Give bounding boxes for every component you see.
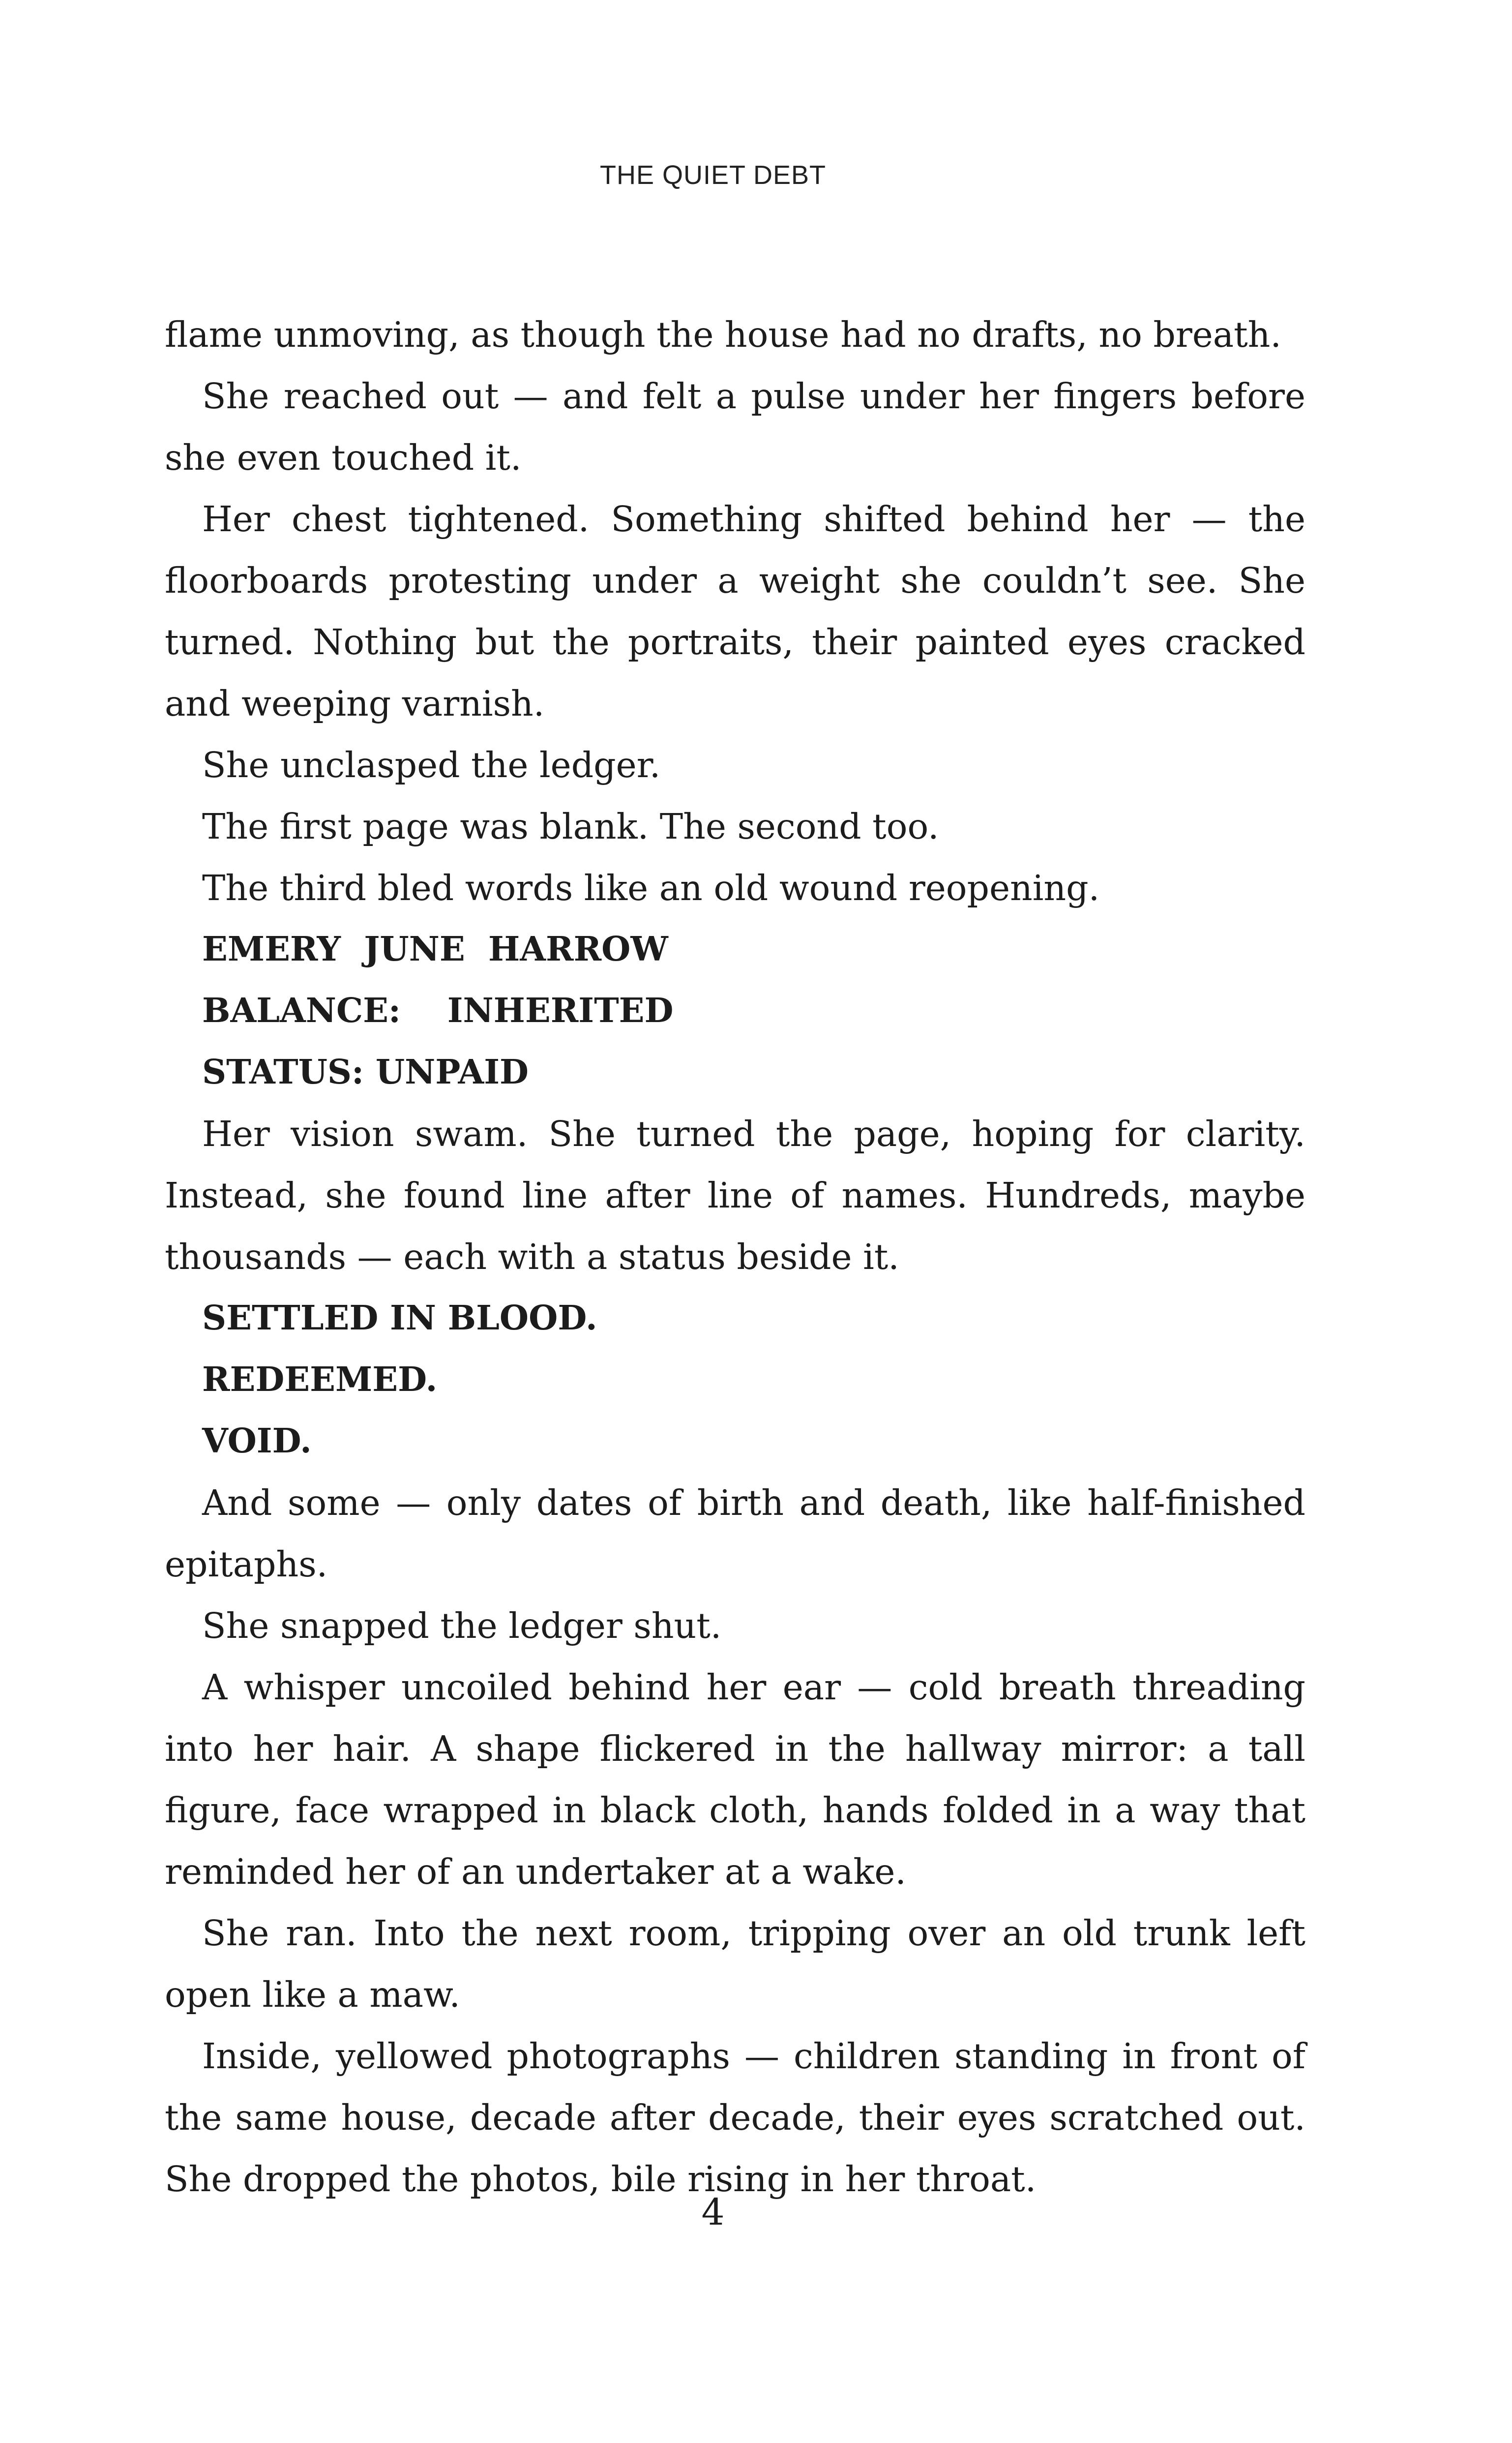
ledger-entry-status: STATUS: UNPAID <box>202 1053 529 1092</box>
paragraph: Her vision swam. She turned the page, hoping for clarity. Instead, she found line after line of names. Hundreds, maybe thousands — each with a status beside it. <box>165 1114 1305 1277</box>
paragraph: She reached out — and felt a pulse under her fingers before she even touched it. <box>165 376 1305 478</box>
ledger-status-redeemed: REDEEMED. <box>202 1360 438 1399</box>
paragraph-continuation: flame unmoving, as though the house had no drafts, no breath. <box>165 314 1281 355</box>
paragraph: She unclasped the ledger. <box>202 745 661 785</box>
ledger-entry-name: EMERY JUNE HARROW <box>202 930 668 969</box>
ledger-status-void: VOID. <box>202 1421 312 1461</box>
paragraph: The first page was blank. The second too. <box>202 806 939 847</box>
paragraph: She ran. Into the next room, tripping over an old trunk left open like a maw. <box>165 1913 1305 2015</box>
paragraph: The third bled words like an old wound reopening. <box>202 868 1100 908</box>
paragraph: Inside, yellowed photographs — children standing in front of the same house, decade after decade, their eyes scratched out. She dropped the photos, bile rising in her throat. <box>165 2036 1305 2200</box>
paragraph: Her chest tightened. Something shifted behind her — the floorboards protesting under a weight she couldn’t see. She turned. Nothing but the portraits, their painted eyes cracked and weeping varnish. <box>165 499 1305 724</box>
running-head-title: THE QUIET DEBT <box>599 160 827 190</box>
page-number: 4 <box>701 2191 725 2233</box>
page-body-text <box>165 304 1305 2210</box>
ledger-status-settled: SETTLED IN BLOOD. <box>202 1298 597 1338</box>
ledger-entry-balance: BALANCE: INHERITED <box>202 991 674 1030</box>
paragraph: And some — only dates of birth and death, like half-finished epitaphs. <box>165 1482 1305 1585</box>
paragraph: A whisper uncoiled behind her ear — cold breath threading into her hair. A shape flickered in the hallway mirror: a tall figure, face wrapped in black cloth, hands folded in a way that reminded her of an undertaker at a wake. <box>165 1667 1305 1892</box>
paragraph: She snapped the ledger shut. <box>202 1605 722 1646</box>
